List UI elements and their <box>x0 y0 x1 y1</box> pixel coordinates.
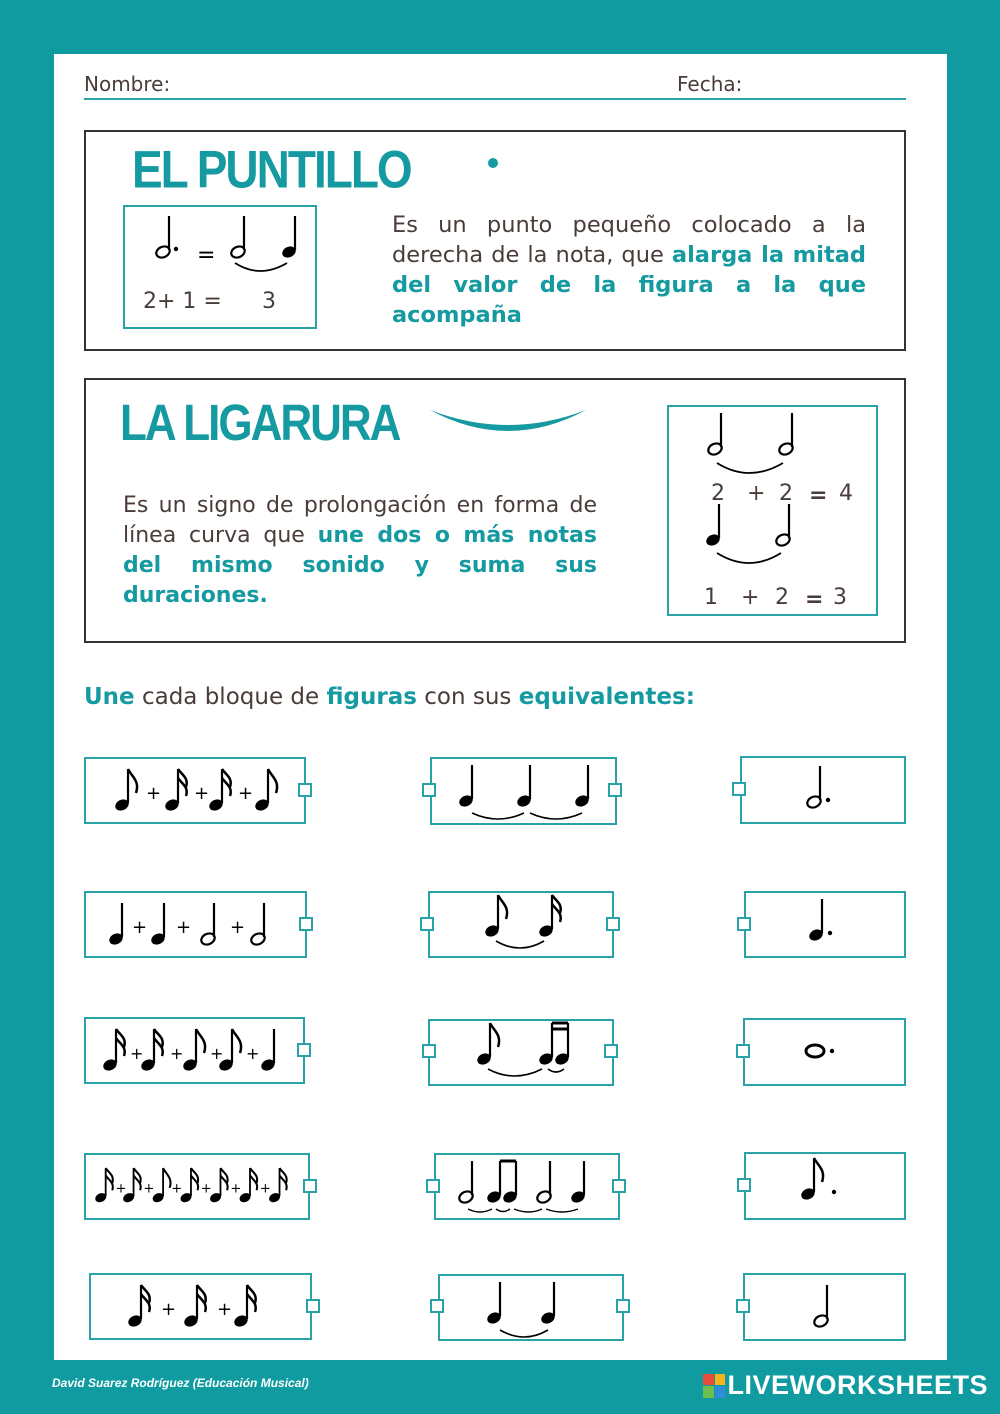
left-block-1-connector[interactable] <box>298 783 312 797</box>
plus-sign: + <box>170 1044 184 1063</box>
ligadura-description <box>123 491 597 611</box>
liveworksheets-logo-icon <box>703 1374 725 1398</box>
puntillo-description <box>392 210 866 330</box>
right-block-2-notes <box>746 893 906 958</box>
lig-eq1-eq: = <box>809 483 828 508</box>
plus-sign: + <box>230 917 246 938</box>
plus-sign: + <box>176 917 192 938</box>
ligadura-example-box <box>667 405 878 616</box>
right-block-5 <box>743 1273 906 1341</box>
lig-eq1-op: + <box>747 481 766 506</box>
right-block-1-notes <box>742 758 906 824</box>
instr-text-1: cada bloque de <box>134 684 327 710</box>
middle-block-5-left-connector[interactable] <box>430 1299 444 1313</box>
puntillo-example-box <box>123 205 317 329</box>
liveworksheets-logo <box>703 1370 988 1401</box>
header-line <box>84 70 906 100</box>
puntillo-title: EL PUNTILLO <box>132 139 411 199</box>
lig-eq2-result: 3 <box>833 585 847 610</box>
puntillo-eq-numbers: 2+ 1 = <box>143 289 222 314</box>
lig-eq1-result: 4 <box>839 481 853 506</box>
lig-eq2-op: + <box>741 585 760 610</box>
plus-sign: + <box>132 917 148 938</box>
middle-block-4-left-connector[interactable] <box>426 1179 440 1193</box>
right-block-5-notes <box>745 1275 906 1341</box>
middle-block-1-notes <box>432 759 617 825</box>
left-block-4-connector[interactable] <box>303 1179 317 1193</box>
plus-sign: + <box>194 783 210 804</box>
dot-symbol-icon <box>488 158 498 168</box>
left-block-2-connector[interactable] <box>299 917 313 931</box>
right-block-2 <box>744 891 906 958</box>
middle-block-2-left-connector[interactable] <box>420 917 434 931</box>
exercise-instruction <box>84 684 695 710</box>
right-block-3-notes <box>745 1020 906 1086</box>
lig-eq2-a: 1 <box>704 585 718 610</box>
middle-block-5-right-connector[interactable] <box>616 1299 630 1313</box>
ligadura-title: LA LIGARURA <box>120 395 400 452</box>
plus-sign: + <box>246 1044 260 1063</box>
middle-block-2-right-connector[interactable] <box>606 917 620 931</box>
author-credit: David Suarez Rodríguez (Educación Musical) <box>52 1376 309 1390</box>
middle-block-5-notes <box>440 1276 624 1341</box>
middle-block-1-right-connector[interactable] <box>608 783 622 797</box>
plus-sign: + <box>161 1299 177 1320</box>
svg-text:=: = <box>197 243 216 268</box>
instr-text-2: con sus <box>416 684 519 710</box>
right-block-3-connector[interactable] <box>736 1044 750 1058</box>
plus-sign: + <box>115 1181 127 1197</box>
instr-word-equivalentes: equivalentes: <box>518 684 695 710</box>
puntillo-text-highlight: alarga la mitad del valor de la figura a la que acompaña <box>392 242 866 328</box>
left-block-5 <box>89 1273 312 1340</box>
liveworksheets-brand-text: LIVEWORKSHEETS <box>727 1370 988 1400</box>
right-block-1-connector[interactable] <box>732 782 746 796</box>
middle-block-1-left-connector[interactable] <box>422 783 436 797</box>
right-block-4-notes <box>746 1154 906 1220</box>
left-block-5-connector[interactable] <box>306 1299 320 1313</box>
middle-block-3 <box>428 1019 614 1086</box>
left-block-1 <box>84 757 306 824</box>
right-block-2-connector[interactable] <box>737 917 751 931</box>
right-block-1 <box>740 756 906 824</box>
left-block-2 <box>84 891 307 958</box>
plus-sign: + <box>143 1181 155 1197</box>
plus-sign: + <box>200 1181 212 1197</box>
plus-sign: + <box>238 783 254 804</box>
tie-symbol-icon <box>426 402 591 438</box>
middle-block-2-notes <box>430 893 614 958</box>
ligadura-text-highlight: une dos o más notas del mismo sonido y suma sus duraciones. <box>123 523 597 608</box>
instr-word-une: Une <box>84 684 135 710</box>
middle-block-4 <box>434 1153 620 1220</box>
right-block-3 <box>743 1018 906 1086</box>
middle-block-2 <box>428 891 614 958</box>
lig-eq1-a: 2 <box>711 481 725 506</box>
plus-sign: + <box>146 783 162 804</box>
left-block-4 <box>84 1153 310 1220</box>
left-block-5-notes <box>91 1275 311 1340</box>
left-block-3-connector[interactable] <box>297 1043 311 1057</box>
plus-sign: + <box>130 1044 144 1063</box>
left-block-3-notes <box>86 1019 306 1084</box>
right-block-4-connector[interactable] <box>737 1178 751 1192</box>
plus-sign: + <box>217 1299 233 1320</box>
right-block-5-connector[interactable] <box>736 1299 750 1313</box>
date-label: Fecha: <box>677 72 743 96</box>
right-block-4 <box>744 1152 906 1220</box>
plus-sign: + <box>210 1044 224 1063</box>
middle-block-4-right-connector[interactable] <box>612 1179 626 1193</box>
instr-word-figuras: figuras <box>326 684 417 710</box>
ligadura-example-notes <box>669 407 876 614</box>
middle-block-1 <box>430 757 617 825</box>
middle-block-4-notes <box>436 1155 620 1220</box>
left-block-1-notes <box>86 759 306 824</box>
puntillo-eq-result: 3 <box>262 289 276 314</box>
plus-sign: + <box>259 1181 271 1197</box>
name-label: Nombre: <box>84 72 171 96</box>
left-block-4-notes <box>86 1155 310 1220</box>
plus-sign: + <box>171 1181 183 1197</box>
plus-sign: + <box>230 1181 242 1197</box>
left-block-3 <box>84 1017 305 1084</box>
puntillo-text-plain: Es un punto pequeño colocado a la derecha de la nota, que <box>392 212 866 268</box>
lig-eq1-b: 2 <box>779 481 793 506</box>
lig-eq2-eq: = <box>805 587 824 612</box>
left-block-2-notes <box>86 893 306 958</box>
ligadura-text-plain: Es un signo de prolongación en forma de línea curva que <box>123 493 597 548</box>
middle-block-3-right-connector[interactable] <box>604 1044 618 1058</box>
lig-eq2-b: 2 <box>775 585 789 610</box>
middle-block-3-left-connector[interactable] <box>422 1044 436 1058</box>
middle-block-3-notes <box>430 1021 614 1086</box>
middle-block-5 <box>438 1274 624 1341</box>
